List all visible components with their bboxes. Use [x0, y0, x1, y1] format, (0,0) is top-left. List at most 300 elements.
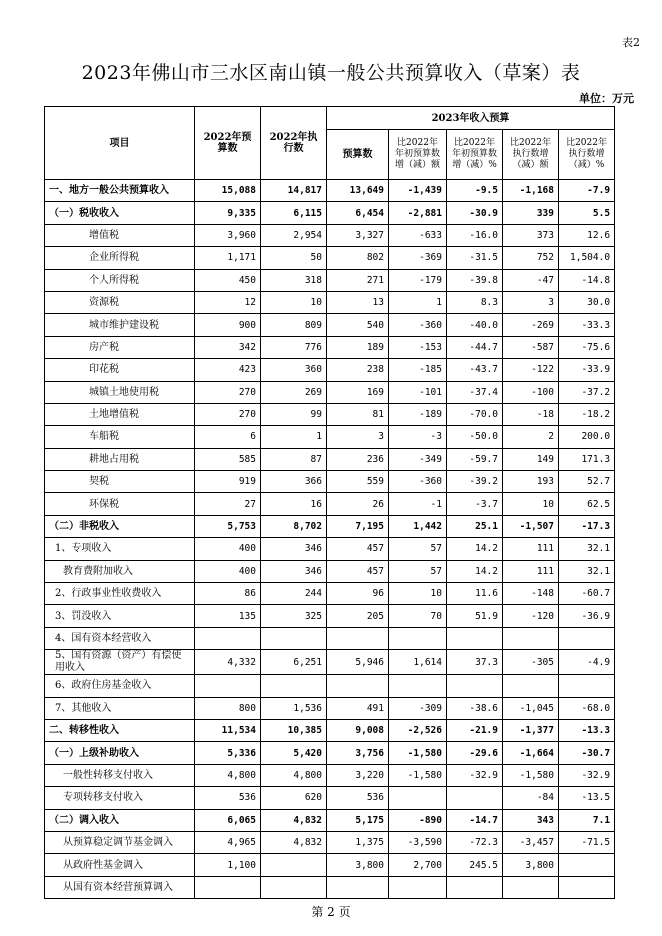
row-value — [503, 675, 559, 697]
row-value: -1 — [389, 493, 447, 515]
row-value: 5,946 — [327, 650, 389, 675]
row-value: -70.0 — [447, 403, 503, 425]
row-value: 366 — [261, 471, 327, 493]
table-row — [45, 247, 615, 269]
row-value: -309 — [389, 697, 447, 719]
row-value: 10 — [503, 493, 559, 515]
row-value: -39.8 — [447, 269, 503, 291]
row-value: -30.7 — [559, 742, 615, 764]
table-row — [45, 269, 615, 291]
row-value: 32.1 — [559, 560, 615, 582]
header-vs-exec-pct: 比2022年执行数增（减）% — [559, 130, 615, 180]
row-value: 900 — [195, 314, 261, 336]
row-value: -16.0 — [447, 224, 503, 246]
row-value: -349 — [389, 448, 447, 470]
row-value: 1,614 — [389, 650, 447, 675]
row-value: -2,526 — [389, 719, 447, 741]
row-value: -1,045 — [503, 697, 559, 719]
row-value: 193 — [503, 471, 559, 493]
row-value — [389, 675, 447, 697]
row-value: 25.1 — [447, 515, 503, 537]
row-value: -33.3 — [559, 314, 615, 336]
row-value: 16 — [261, 493, 327, 515]
row-value: 620 — [261, 787, 327, 809]
row-value: 14.2 — [447, 560, 503, 582]
row-value: 5,753 — [195, 515, 261, 537]
row-value: 149 — [503, 448, 559, 470]
row-value — [559, 675, 615, 697]
row-value: 346 — [261, 538, 327, 560]
table-row — [45, 831, 615, 853]
row-value: 6 — [195, 426, 261, 448]
row-value: -39.2 — [447, 471, 503, 493]
row-value: 1,442 — [389, 515, 447, 537]
row-value: 450 — [195, 269, 261, 291]
row-value: 27 — [195, 493, 261, 515]
row-value: 3,327 — [327, 224, 389, 246]
row-label: 4、国有资本经营收入 — [45, 627, 195, 649]
row-value: -587 — [503, 336, 559, 358]
row-value: 8.3 — [447, 291, 503, 313]
row-value: 3 — [327, 426, 389, 448]
table-row — [45, 538, 615, 560]
header-exec-2022: 2022年执行数 — [261, 107, 327, 180]
row-value: 57 — [389, 538, 447, 560]
row-value: -153 — [389, 336, 447, 358]
row-value: 318 — [261, 269, 327, 291]
row-value: 171.3 — [559, 448, 615, 470]
row-value: -14.8 — [559, 269, 615, 291]
table-number-label: 表2 — [622, 36, 640, 49]
row-value: 6,454 — [327, 202, 389, 224]
table-row — [45, 675, 615, 697]
row-value: -1,439 — [389, 180, 447, 202]
row-value: 540 — [327, 314, 389, 336]
row-value: 269 — [261, 381, 327, 403]
row-value: 457 — [327, 560, 389, 582]
row-value: -13.3 — [559, 719, 615, 741]
row-value: -101 — [389, 381, 447, 403]
row-label: （一）税收收入 — [45, 202, 195, 224]
row-value — [261, 675, 327, 697]
row-value: -7.9 — [559, 180, 615, 202]
row-value: -47 — [503, 269, 559, 291]
row-value: -84 — [503, 787, 559, 809]
table-row — [45, 650, 615, 675]
row-value: 325 — [261, 605, 327, 627]
row-value: 14,817 — [261, 180, 327, 202]
row-value: -148 — [503, 583, 559, 605]
row-value: 86 — [195, 583, 261, 605]
row-label: 从预算稳定调节基金调入 — [45, 831, 195, 853]
row-label: 车船税 — [45, 426, 195, 448]
row-value: 70 — [389, 605, 447, 627]
row-value: 9,008 — [327, 719, 389, 741]
table-row — [45, 787, 615, 809]
row-value: -14.7 — [447, 809, 503, 831]
row-value — [389, 627, 447, 649]
row-value: 99 — [261, 403, 327, 425]
row-value: -360 — [389, 314, 447, 336]
row-value: 26 — [327, 493, 389, 515]
row-value: -305 — [503, 650, 559, 675]
row-value: -633 — [389, 224, 447, 246]
row-value: 1,171 — [195, 247, 261, 269]
row-value: 111 — [503, 538, 559, 560]
row-value: 169 — [327, 381, 389, 403]
row-value: 3 — [503, 291, 559, 313]
row-label: 个人所得税 — [45, 269, 195, 291]
table-row — [45, 426, 615, 448]
row-value: 1,536 — [261, 697, 327, 719]
header-item: 项目 — [45, 107, 195, 180]
header-budget: 预算数 — [327, 130, 389, 180]
row-value: 62.5 — [559, 493, 615, 515]
row-value: 559 — [327, 471, 389, 493]
row-value: 5,420 — [261, 742, 327, 764]
row-label: 增值税 — [45, 224, 195, 246]
row-value: 57 — [389, 560, 447, 582]
row-value: -36.9 — [559, 605, 615, 627]
row-value: 4,965 — [195, 831, 261, 853]
row-value: -38.6 — [447, 697, 503, 719]
row-value: -3,457 — [503, 831, 559, 853]
table-row — [45, 403, 615, 425]
row-value: -32.9 — [447, 764, 503, 786]
row-value: 3,960 — [195, 224, 261, 246]
row-value: 270 — [195, 403, 261, 425]
table-row — [45, 493, 615, 515]
row-value — [559, 627, 615, 649]
row-value: 919 — [195, 471, 261, 493]
row-value: 752 — [503, 247, 559, 269]
row-value: 87 — [261, 448, 327, 470]
row-label: （二）非税收入 — [45, 515, 195, 537]
row-value: 11.6 — [447, 583, 503, 605]
table-body — [45, 180, 615, 899]
header-vs-budget-amt: 比2022年年初预算数增（减）额 — [389, 130, 447, 180]
row-value — [195, 876, 261, 898]
row-label: 资源税 — [45, 291, 195, 313]
row-label: 专项转移支付收入 — [45, 787, 195, 809]
row-value: -29.6 — [447, 742, 503, 764]
row-value: 585 — [195, 448, 261, 470]
row-value: 5,336 — [195, 742, 261, 764]
row-value: 1,100 — [195, 854, 261, 876]
row-value: 3,800 — [503, 854, 559, 876]
row-value — [447, 627, 503, 649]
row-value: -30.9 — [447, 202, 503, 224]
row-value: -1,580 — [389, 764, 447, 786]
row-value — [261, 854, 327, 876]
row-value: -369 — [389, 247, 447, 269]
row-value — [503, 627, 559, 649]
row-value: -1,168 — [503, 180, 559, 202]
row-value: -1,580 — [503, 764, 559, 786]
row-value: 12 — [195, 291, 261, 313]
row-value: 10 — [261, 291, 327, 313]
row-value: 6,065 — [195, 809, 261, 831]
row-value: 400 — [195, 560, 261, 582]
row-value: -33.9 — [559, 359, 615, 381]
row-value: 10,385 — [261, 719, 327, 741]
table-row — [45, 381, 615, 403]
table-row — [45, 742, 615, 764]
row-value: 1 — [389, 291, 447, 313]
row-value: -1,377 — [503, 719, 559, 741]
row-value: 10 — [389, 583, 447, 605]
row-value: 81 — [327, 403, 389, 425]
table-row — [45, 471, 615, 493]
row-value: -185 — [389, 359, 447, 381]
row-value: 12.6 — [559, 224, 615, 246]
row-value: -71.5 — [559, 831, 615, 853]
row-label: 5、国有资源（资产）有偿使用收入 — [45, 650, 195, 675]
row-value: 2,954 — [261, 224, 327, 246]
unit-label: 单位：万元 — [579, 92, 634, 105]
row-value: 236 — [327, 448, 389, 470]
row-value: 2 — [503, 426, 559, 448]
row-value: -60.7 — [559, 583, 615, 605]
row-value: -360 — [389, 471, 447, 493]
row-label: 6、政府住房基金收入 — [45, 675, 195, 697]
row-value: 1,504.0 — [559, 247, 615, 269]
row-value: -189 — [389, 403, 447, 425]
row-value: 11,534 — [195, 719, 261, 741]
row-label: 教育费附加收入 — [45, 560, 195, 582]
table-row — [45, 876, 615, 898]
row-value: 4,832 — [261, 831, 327, 853]
row-value — [559, 854, 615, 876]
table-row — [45, 359, 615, 381]
table-row — [45, 854, 615, 876]
row-label: 从国有资本经营预算调入 — [45, 876, 195, 898]
row-value: 457 — [327, 538, 389, 560]
row-label: 契税 — [45, 471, 195, 493]
row-value: -1,507 — [503, 515, 559, 537]
row-label: 城镇土地使用税 — [45, 381, 195, 403]
row-value: -37.2 — [559, 381, 615, 403]
row-value: 8,702 — [261, 515, 327, 537]
row-value: 135 — [195, 605, 261, 627]
row-value: 189 — [327, 336, 389, 358]
revenue-table — [44, 106, 615, 899]
row-value: 6,251 — [261, 650, 327, 675]
row-value: 400 — [195, 538, 261, 560]
table-row — [45, 719, 615, 741]
row-value: 270 — [195, 381, 261, 403]
row-value: 491 — [327, 697, 389, 719]
row-value — [389, 876, 447, 898]
row-value: 13,649 — [327, 180, 389, 202]
row-value: -18.2 — [559, 403, 615, 425]
row-value: -9.5 — [447, 180, 503, 202]
page-number: 第 2 页 — [311, 905, 351, 919]
row-value: -40.0 — [447, 314, 503, 336]
row-value: 360 — [261, 359, 327, 381]
row-value: -269 — [503, 314, 559, 336]
row-label: 耕地占用税 — [45, 448, 195, 470]
row-value: -3,590 — [389, 831, 447, 853]
row-value: 1,375 — [327, 831, 389, 853]
row-label: （二）调入收入 — [45, 809, 195, 831]
row-value: 14.2 — [447, 538, 503, 560]
row-value: -32.9 — [559, 764, 615, 786]
row-value — [447, 876, 503, 898]
row-value: -43.7 — [447, 359, 503, 381]
row-value: 2,700 — [389, 854, 447, 876]
row-label: 7、其他收入 — [45, 697, 195, 719]
row-value — [559, 876, 615, 898]
row-value: 776 — [261, 336, 327, 358]
row-value: 271 — [327, 269, 389, 291]
row-value: 809 — [261, 314, 327, 336]
table-row — [45, 314, 615, 336]
row-value — [327, 876, 389, 898]
table-row — [45, 605, 615, 627]
row-value: -31.5 — [447, 247, 503, 269]
row-value: 5.5 — [559, 202, 615, 224]
table-row — [45, 764, 615, 786]
table-row — [45, 809, 615, 831]
row-value: -3.7 — [447, 493, 503, 515]
row-value — [327, 675, 389, 697]
row-value: -72.3 — [447, 831, 503, 853]
row-value: -179 — [389, 269, 447, 291]
row-label: 房产税 — [45, 336, 195, 358]
table-row — [45, 627, 615, 649]
row-value: -50.0 — [447, 426, 503, 448]
row-value: 346 — [261, 560, 327, 582]
row-label: 城市维护建设税 — [45, 314, 195, 336]
row-label: 印花税 — [45, 359, 195, 381]
row-value: 373 — [503, 224, 559, 246]
row-label: 3、罚没收入 — [45, 605, 195, 627]
row-value — [447, 787, 503, 809]
header-budget-2022: 2022年预算数 — [195, 107, 261, 180]
header-vs-exec-amt: 比2022年执行数增（减）额 — [503, 130, 559, 180]
table-row — [45, 202, 615, 224]
row-value: 7.1 — [559, 809, 615, 831]
row-value: 6,115 — [261, 202, 327, 224]
row-value: -1,664 — [503, 742, 559, 764]
row-value: 4,332 — [195, 650, 261, 675]
row-value: 111 — [503, 560, 559, 582]
row-value: -3 — [389, 426, 447, 448]
row-label: 一、地方一般公共预算收入 — [45, 180, 195, 202]
row-value: 339 — [503, 202, 559, 224]
row-value: -120 — [503, 605, 559, 627]
table-row — [45, 560, 615, 582]
row-value: 7,195 — [327, 515, 389, 537]
row-value: -2,881 — [389, 202, 447, 224]
table-row — [45, 515, 615, 537]
row-value: 30.0 — [559, 291, 615, 313]
row-value — [327, 627, 389, 649]
row-value: 3,756 — [327, 742, 389, 764]
row-value: 205 — [327, 605, 389, 627]
row-value — [389, 787, 447, 809]
row-value — [503, 876, 559, 898]
row-label: （一）上级补助收入 — [45, 742, 195, 764]
row-value: 238 — [327, 359, 389, 381]
row-value: 9,335 — [195, 202, 261, 224]
row-value: 802 — [327, 247, 389, 269]
row-value: 37.3 — [447, 650, 503, 675]
row-value: 15,088 — [195, 180, 261, 202]
row-value: 5,175 — [327, 809, 389, 831]
row-value: -21.9 — [447, 719, 503, 741]
row-value: -37.4 — [447, 381, 503, 403]
table-row — [45, 291, 615, 313]
row-value — [261, 876, 327, 898]
row-label: 二、转移性收入 — [45, 719, 195, 741]
row-label: 一般性转移支付收入 — [45, 764, 195, 786]
row-value: 3,220 — [327, 764, 389, 786]
row-value: -68.0 — [559, 697, 615, 719]
row-value: 342 — [195, 336, 261, 358]
row-value: 50 — [261, 247, 327, 269]
row-value — [195, 675, 261, 697]
row-value: 13 — [327, 291, 389, 313]
row-value: -122 — [503, 359, 559, 381]
page-title: 2023年佛山市三水区南山镇一般公共预算收入（草案）表 — [81, 62, 581, 84]
row-value: 200.0 — [559, 426, 615, 448]
row-value — [261, 627, 327, 649]
row-value: -100 — [503, 381, 559, 403]
row-value: -4.9 — [559, 650, 615, 675]
row-value: 1 — [261, 426, 327, 448]
row-value: 800 — [195, 697, 261, 719]
table-row — [45, 224, 615, 246]
row-value: -17.3 — [559, 515, 615, 537]
row-value: -13.5 — [559, 787, 615, 809]
row-label: 环保税 — [45, 493, 195, 515]
row-value — [195, 627, 261, 649]
row-value: 536 — [195, 787, 261, 809]
row-value: -18 — [503, 403, 559, 425]
row-value: 52.7 — [559, 471, 615, 493]
row-value — [447, 675, 503, 697]
row-value: 245.5 — [447, 854, 503, 876]
row-value: -890 — [389, 809, 447, 831]
row-value: -44.7 — [447, 336, 503, 358]
table-row — [45, 448, 615, 470]
row-value: -1,580 — [389, 742, 447, 764]
table-row — [45, 336, 615, 358]
row-value: 244 — [261, 583, 327, 605]
row-value: 423 — [195, 359, 261, 381]
table-row — [45, 180, 615, 202]
header-group-2023: 2023年收入预算 — [327, 107, 615, 130]
row-label: 企业所得税 — [45, 247, 195, 269]
header-vs-budget-pct: 比2022年年初预算数增（减）% — [447, 130, 503, 180]
row-value: -59.7 — [447, 448, 503, 470]
row-label: 土地增值税 — [45, 403, 195, 425]
row-label: 2、行政事业性收费收入 — [45, 583, 195, 605]
row-value: 96 — [327, 583, 389, 605]
table-row — [45, 697, 615, 719]
row-label: 1、专项收入 — [45, 538, 195, 560]
row-value: -75.6 — [559, 336, 615, 358]
row-value: 536 — [327, 787, 389, 809]
row-value: 3,800 — [327, 854, 389, 876]
table-row — [45, 583, 615, 605]
row-value: 343 — [503, 809, 559, 831]
row-value: 32.1 — [559, 538, 615, 560]
row-value: 4,800 — [195, 764, 261, 786]
row-value: 4,832 — [261, 809, 327, 831]
